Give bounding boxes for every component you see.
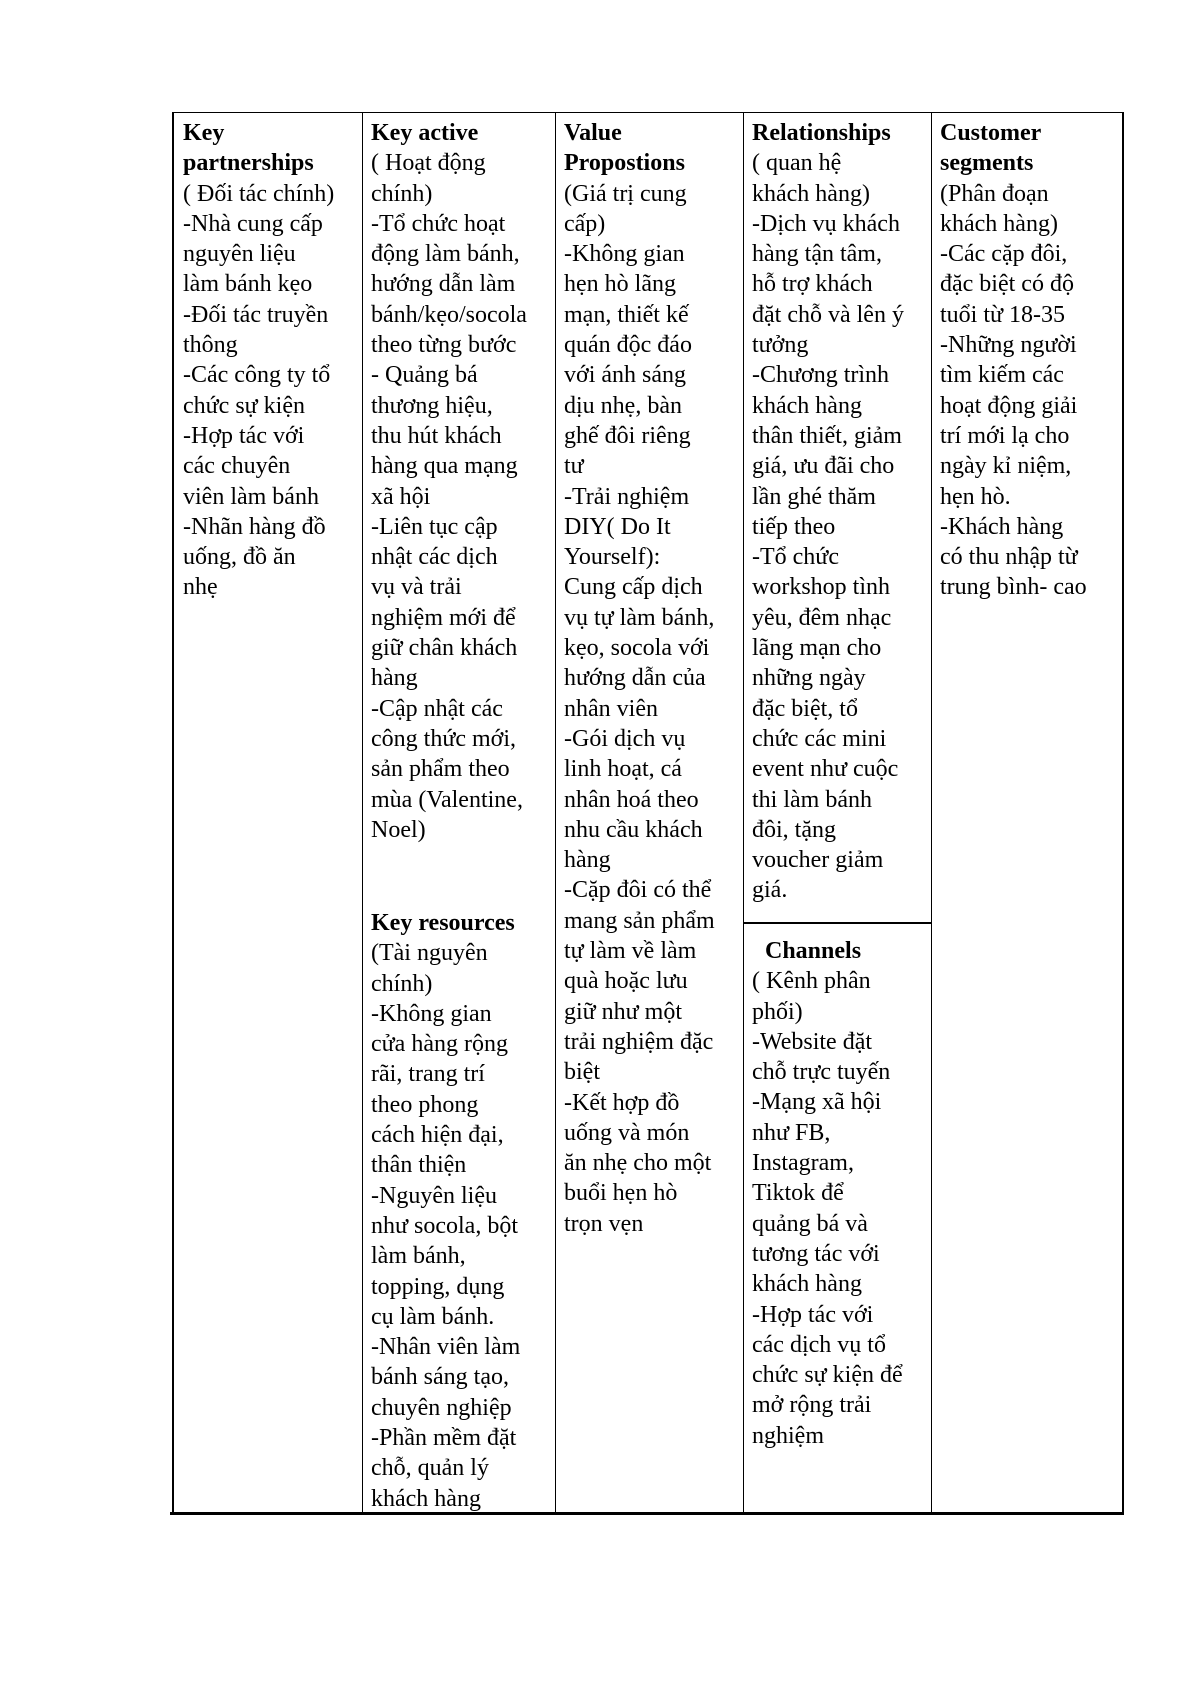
key-partnerships-cell [174,113,362,603]
cell-text-line: tìm kiếm các [940,362,1064,389]
relationships-subtitle: ( quan hệ [752,150,842,177]
cell-text-line: đặc biệt, tổ [752,695,858,722]
cell-text-line: giữ như một [564,998,683,1025]
cell-text-line: làm bánh kẹo [183,271,313,298]
cell-text-line: tự làm về làm [564,938,697,965]
cell-text-line: tương tác với [752,1240,880,1267]
cell-text-line: workshop tình [752,574,890,601]
cell-text-line: nhân hoá theo [564,786,699,813]
relationships-subtitle: khách hàng) [752,180,870,207]
relationships-title: Relationships [752,120,891,146]
cell-text-line: giá, ưu đãi cho [752,453,895,480]
customer-segments-subtitle: (Phân đoạn [940,180,1049,207]
cell-text-line: -Các cặp đôi, [940,241,1068,268]
cell-text-line: có thu nhập từ [940,544,1078,571]
channels-subtitle: ( Kênh phân [752,968,871,995]
cell-text-line: -Không gian [371,1000,492,1027]
cell-text-line: -Phần mềm đặt [371,1425,517,1452]
customer-segments-list [940,239,1118,603]
cell-text-line: chức các mini [752,725,887,752]
cell-text-line: event như cuộc [752,756,899,783]
channels-list [752,1027,927,1451]
cell-text-line: hàng [564,847,611,874]
cell-text-line: -Các công ty tổ [183,362,331,389]
key-activities-title: Key active [371,120,479,146]
cell-text-line: giữ chân khách [371,635,518,662]
cell-text-line: với ánh sáng [564,362,687,389]
cell-text-line: công thức mới, [371,725,517,752]
cell-text-line: uống, đồ ăn [183,544,296,571]
key-resources-subtitle: (Tài nguyên [371,940,488,967]
business-model-canvas-table [172,112,1124,1513]
key-resources-title: Key resources [371,910,515,936]
channels-cell [743,931,931,1451]
cell-text-line: uống và món [564,1119,690,1146]
cell-text-line: theo phong [371,1091,479,1118]
cell-text-line: động làm bánh, [371,241,520,268]
cell-text-line: -Tổ chức hoạt [371,210,506,237]
relationships-list [752,209,927,906]
key-partnerships-title: partnerships [183,150,314,177]
cell-text-line: Noel) [371,816,426,843]
cell-text-line: trải nghiệm đặc [564,1028,714,1055]
cell-text-line: theo từng bước [371,332,517,359]
relationships-channels-divider [743,922,931,924]
cell-text-line: -Nguyên liệu [371,1182,497,1209]
cell-text-line: nguyên liệu [183,241,296,268]
cell-text-line: cửa hàng rộng [371,1031,508,1058]
cell-text-line: khách hàng [752,392,862,419]
value-propositions-subtitle: cấp) [564,210,606,237]
cell-text-line: ghế đôi riêng [564,422,691,449]
customer-segments-title: Customer [940,120,1042,146]
cell-text-line: -Gói dịch vụ [564,725,686,752]
key-activities-list [371,209,551,845]
cell-text-line: trí mới lạ cho [940,422,1070,449]
cell-text-line: kẹo, socola với [564,635,710,662]
cell-text-line: mở rộng trải [752,1392,872,1419]
cell-text-line: hàng qua mạng [371,453,518,480]
cell-text-line: yêu, đêm nhạc [752,604,892,631]
cell-text-line: giá. [752,877,788,904]
cell-text-line: chức sự kiện để [752,1362,903,1389]
cell-text-line: những ngày [752,665,866,692]
value-propositions-title: Value [564,120,622,146]
cell-text-line: -Những người [940,332,1077,359]
customer-segments-cell [931,113,1122,603]
cell-text-line: -Tổ chức [752,544,839,571]
table-bottom-border [170,1512,1124,1515]
cell-text-line: -Website đặt [752,1028,873,1055]
cell-text-line: tưởng [752,332,809,359]
cell-text-line: xã hội [371,483,431,510]
cell-text-line: vụ và trải [371,574,462,601]
cell-text-line: hướng dẫn làm [371,271,516,298]
cell-text-line: mùa (Valentine, [371,786,523,813]
cell-text-line: hẹn hò. [940,483,1011,510]
cell-text-line: -Trải nghiệm [564,483,690,510]
value-propositions-title: Propostions [564,150,685,177]
cell-text-line: như socola, bột [371,1212,518,1239]
cell-text-line: trung bình- cao [940,574,1087,601]
cell-text-line: hàng tận tâm, [752,241,882,268]
cell-text-line: chuyên nghiệp [371,1394,512,1421]
cell-text-line: topping, dụng [371,1273,505,1300]
key-activities-subtitle: ( Hoạt động [371,150,486,177]
cell-text-line: các chuyên [183,453,291,480]
cell-text-line: đôi, tặng [752,816,836,843]
cell-text-line: dịu nhẹ, bàn [564,392,682,419]
cell-text-line: DIY( Do It [564,513,671,540]
cell-text-line: -Đối tác truyền [183,301,329,328]
cell-text-line: -Nhãn hàng đồ [183,513,326,540]
cell-text-line: bánh sáng tạo, [371,1364,509,1391]
key-partnerships-list [183,209,358,603]
cell-text-line: -Hợp tác với [752,1301,874,1328]
cell-text-line: nhu cầu khách [564,816,703,843]
cell-text-line: -Chương trình [752,362,890,389]
cell-text-line: Instagram, [752,1150,854,1177]
cell-text-line: -Dịch vụ khách [752,210,900,237]
cell-text-line: thi làm bánh [752,786,872,813]
cell-text-line: tuổi từ 18-35 [940,301,1066,328]
customer-segments-title: segments [940,150,1034,177]
cell-text-line: -Không gian [564,241,685,268]
cell-text-line: lãng mạn cho [752,635,882,662]
cell-text-line: bánh/kẹo/socola [371,301,527,328]
channels-title: Channels [765,938,862,964]
value-propositions-list [564,239,739,1239]
cell-text-line: cách hiện đại, [371,1122,504,1149]
cell-text-line: biệt [564,1059,600,1086]
key-partnerships-title: Key [183,120,225,146]
cell-text-line: voucher giảm [752,847,884,874]
cell-text-line: hoạt động giải [940,392,1078,419]
cell-text-line: mạn, thiết kế [564,301,689,328]
cell-text-line: rãi, trang trí [371,1061,485,1088]
cell-text-line: hướng dẫn của [564,665,706,692]
cell-text-line: chỗ, quản lý [371,1455,489,1482]
cell-text-line: -Mạng xã hội [752,1089,882,1116]
cell-text-line: thông [183,332,238,359]
cell-text-line: các dịch vụ tổ [752,1331,886,1358]
cell-text-line: -Nhà cung cấp [183,210,323,237]
cell-text-line: -Cặp đôi có thể [564,877,712,904]
cell-text-line: ngày kỉ niệm, [940,453,1072,480]
cell-text-line: quán độc đáo [564,332,692,359]
cell-text-line: thân thiện [371,1152,467,1179]
cell-text-line: tư [564,453,584,480]
cell-text-line: linh hoạt, cá [564,756,682,783]
cell-text-line: lần ghé thăm [752,483,876,510]
cell-text-line: hàng [371,665,418,692]
key-activities-subtitle: chính) [371,180,433,207]
key-resources-list [371,999,551,1514]
cell-text-line: chức sự kiện [183,392,305,419]
value-propositions-cell [555,113,743,1239]
cell-text-line: nghiệm mới để [371,604,516,631]
cell-text-line: chỗ trực tuyến [752,1059,891,1086]
cell-text-line: khách hàng [371,1485,481,1512]
cell-text-line: ăn nhẹ cho một [564,1150,712,1177]
cell-text-line: viên làm bánh [183,483,319,510]
relationships-cell [743,113,931,906]
cell-text-line: đặt chỗ và lên ý [752,301,904,328]
cell-text-line: nhẹ [183,574,218,601]
cell-text-line: quảng bá và [752,1210,868,1237]
cell-text-line: làm bánh, [371,1243,466,1270]
cell-text-line: Cung cấp dịch [564,574,703,601]
cell-text-line: Yourself): [564,544,661,571]
cell-text-line: thu hút khách [371,422,502,449]
cell-text-line: -Kết hợp đồ [564,1089,680,1116]
key-resources-cell [362,903,555,1514]
cell-text-line: hẹn hò lãng [564,271,676,298]
customer-segments-subtitle: khách hàng) [940,210,1058,237]
cell-text-line: quà hoặc lưu [564,968,688,995]
cell-text-line: thương hiệu, [371,392,493,419]
cell-text-line: buổi hẹn hò [564,1180,678,1207]
cell-text-line: -Cập nhật các [371,695,503,722]
cell-text-line: đặc biệt có độ [940,271,1074,298]
cell-text-line: cụ làm bánh. [371,1303,495,1330]
cell-text-line: nghiệm [752,1422,824,1449]
cell-text-line: thân thiết, giảm [752,422,902,449]
cell-text-line: vụ tự làm bánh, [564,604,715,631]
cell-text-line: nhân viên [564,695,658,722]
cell-text-line: khách hàng [752,1271,862,1298]
cell-text-line: Tiktok để [752,1180,844,1207]
value-propositions-subtitle: (Giá trị cung [564,180,687,207]
key-partnerships-subtitle: ( Đối tác chính) [183,180,335,207]
cell-text-line: trọn vẹn [564,1210,644,1237]
key-activities-cell [362,113,555,845]
cell-text-line: sản phẩm theo [371,756,510,783]
channels-subtitle: phối) [752,998,803,1025]
cell-text-line: -Nhân viên làm [371,1334,521,1361]
cell-text-line: như FB, [752,1119,831,1146]
cell-text-line: - Quảng bá [371,362,478,389]
cell-text-line: -Liên tục cập [371,513,498,540]
key-resources-subtitle: chính) [371,970,433,997]
cell-text-line: -Khách hàng [940,513,1064,540]
cell-text-line: mang sản phẩm [564,907,715,934]
cell-text-line: tiếp theo [752,513,836,540]
cell-text-line: nhật các dịch [371,544,498,571]
cell-text-line: hỗ trợ khách [752,271,873,298]
cell-text-line: -Hợp tác với [183,422,305,449]
